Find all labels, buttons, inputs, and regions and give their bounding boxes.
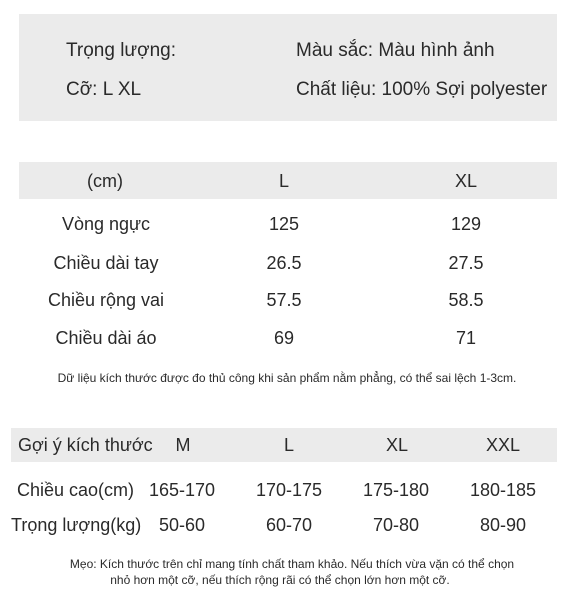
measure-row-label: Chiều dài áo — [55, 328, 157, 348]
suggest-header-m: M — [175, 435, 191, 455]
measure-row-label: Chiều dài tay — [53, 253, 159, 273]
product-info-panel — [19, 14, 557, 121]
color-label: Màu sắc: Màu hình ảnh — [296, 40, 495, 61]
tip-line-1: Mẹo: Kích thước trên chỉ mang tính chất tham khảo. Nếu thích vừa vặn có thể chọn — [69, 557, 515, 571]
suggest-row-label: Trọng lượng(kg) — [11, 515, 142, 535]
material-label: Chất liệu: 100% Sợi polyester — [296, 79, 548, 100]
suggest-cell: 165-170 — [148, 480, 216, 500]
measure-cell: 129 — [450, 214, 482, 234]
measure-note: Dữ liệu kích thước được đo thủ công khi sản phẩm nằm phẳng, có thể sai lệch 1-3cm. — [57, 371, 517, 385]
size-label: Cỡ: L XL — [66, 79, 142, 100]
measure-row-label: Vòng ngực — [61, 214, 151, 234]
suggest-title: Gợi ý kích thước — [18, 435, 153, 455]
suggest-cell: 175-180 — [362, 480, 430, 500]
measure-row-label: Chiều rộng vai — [47, 290, 165, 310]
suggest-header-xxl: XXL — [485, 435, 521, 455]
weight-label: Trọng lượng: — [66, 40, 177, 61]
measure-cell: 27.5 — [448, 253, 484, 273]
measure-header-xl: XL — [454, 171, 478, 191]
measure-cell: 71 — [455, 328, 477, 348]
measure-cell: 58.5 — [448, 290, 484, 310]
suggest-cell: 70-80 — [372, 515, 420, 535]
measure-cell: 125 — [268, 214, 300, 234]
suggest-cell: 60-70 — [265, 515, 313, 535]
suggest-cell: 180-185 — [469, 480, 537, 500]
tip-line-2: nhỏ hơn một cỡ, nếu thích rộng rãi có thể chọn lớn hơn một cỡ. — [110, 573, 450, 587]
measure-cell: 57.5 — [266, 290, 302, 310]
measure-cell: 26.5 — [266, 253, 302, 273]
suggest-cell: 80-90 — [479, 515, 527, 535]
measure-header-l: L — [278, 171, 290, 191]
measure-cell: 69 — [273, 328, 295, 348]
suggest-cell: 50-60 — [158, 515, 206, 535]
suggest-cell: 170-175 — [255, 480, 323, 500]
suggest-header-l: L — [283, 435, 295, 455]
suggest-row-label: Chiều cao(cm) — [17, 480, 135, 500]
measure-header-unit: (cm) — [87, 171, 123, 191]
suggest-header-xl: XL — [385, 435, 409, 455]
